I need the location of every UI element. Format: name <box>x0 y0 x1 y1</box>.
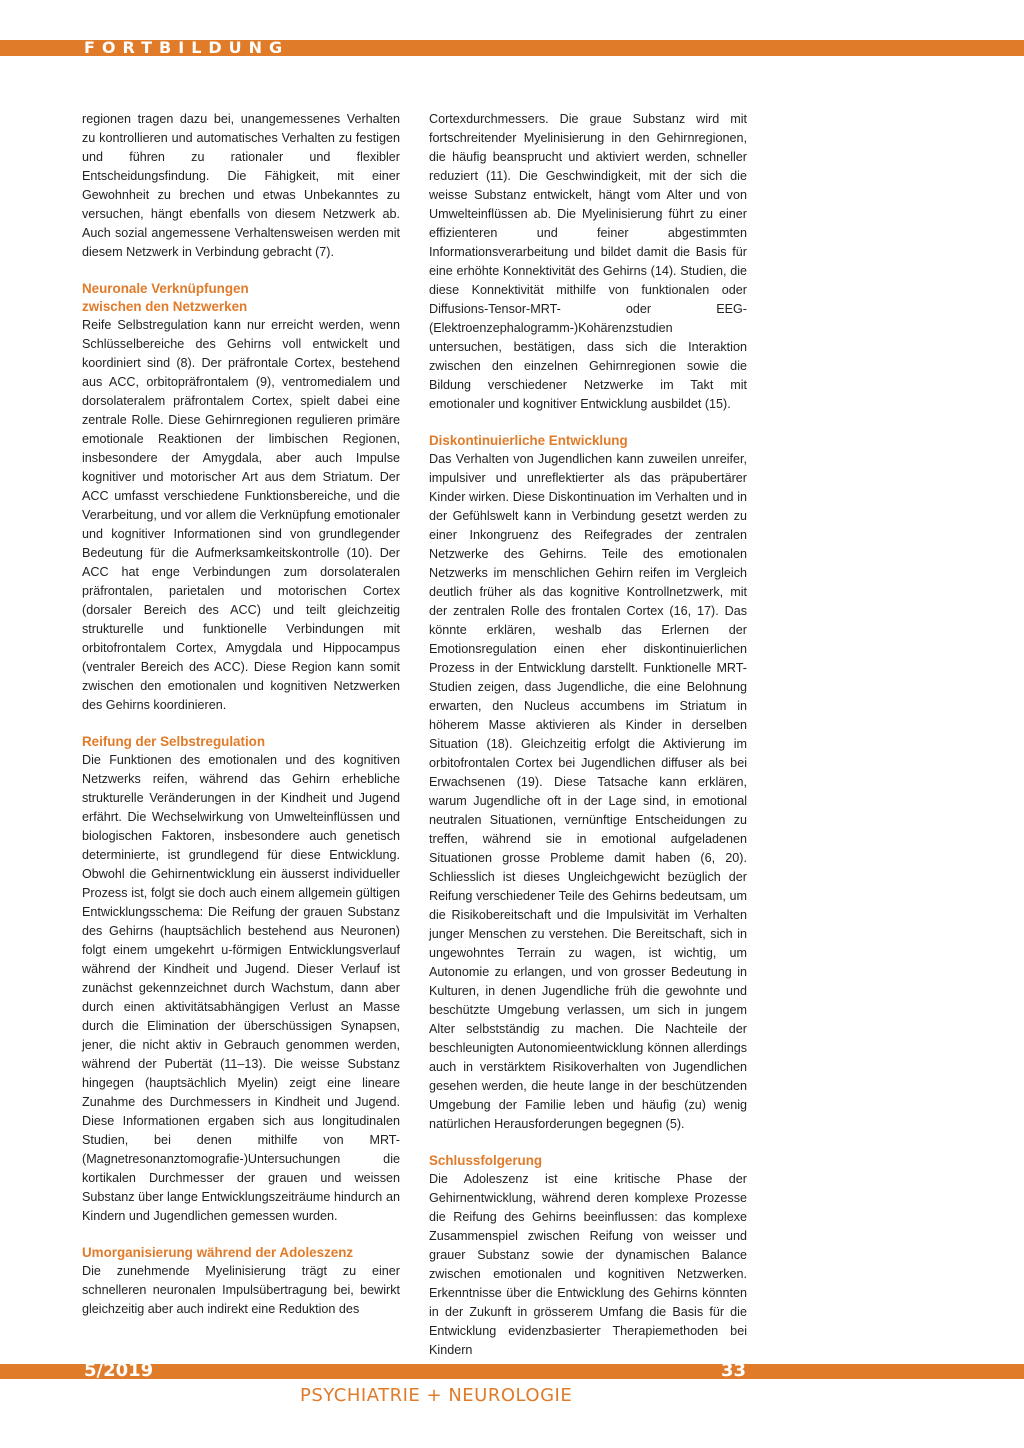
paragraph: Reife Selbstregulation kann nur erreicht werden, wenn Schlüsselbereiche des Gehirns voll entwickelt und koordiniert sind (8). Der präfrontale Cortex, bestehend aus ACC, orbitopräfrontalem (9), ventromedialem und dorsolateralem präfrontalem Cortex, spielt dabei eine zentrale Rolle. Diese Gehirnregionen regulieren primäre emotionale Reaktionen der limbischen Regionen, insbesondere der Amygdala, aber auch Impulse kognitiver und motorischer Art aus dem Striatum. Der ACC umfasst verschiedene Funktionsbereiche, und die Verarbeitung, und vor allem die Verknüpfung emotionaler und kognitiver Informationen sind von grundlegender Bedeutung für die Aufmerksamkeitskontrolle (10). Der ACC hat enge Verbindungen zum dorsolateralen präfrontalen, parietalen und motorischen Cortex (dorsaler Bereich des ACC) und teilt gleichzeitig strukturelle und funktionelle Verbindungen mit orbitofrontalem Cortex, Amygdala und Hippocampus (ventraler Bereich des ACC). Diese Region kann somit zwischen den emotionalen und kognitiven Netzwerken des Gehirns koordinieren. <box>82 318 400 712</box>
section-heading: Reifung der Selbstregulation <box>82 734 266 749</box>
paragraph: Die Funktionen des emotionalen und des kognitiven Netzwerks reifen, während das Gehirn erhebliche strukturelle Veränderungen in der Kindheit und Jugend erfährt. Die Wechselwirkung von Umwelteinflüssen und biologischen Faktoren, insbesondere auch genetisch determinierte, ist grundlegend für diese Entwicklung. Obwohl die Gehirnentwicklung ein äusserst individueller Prozess ist, folgt sie doch auch einem allgemein gültigen Entwicklungsschema: Die Reifung der grauen Substanz des Gehirns (hauptsächlich bestehend aus Neuronen) folgt einem umgekehrt u-förmigen Entwicklungsverlauf während der Kindheit und Jugend. Dieser Verlauf ist zunächst gekennzeichnet durch Wachstum, dann aber durch einen aktivitätsabhängigen Verlust an Masse durch die Elimination der überschüssigen Synapsen, jener, die nicht aktiv in Gebrauch genommen werden, während der Pubertät (11–13). Die weisse Substanz hingegen (hauptsächlich Myelin) zeigt eine lineare Zunahme des Durchmessers in Kindheit und Jugend. Diese Informationen ergaben sich aus longitudinalen Studien, bei denen mithilfe von MRT-(Magnetresonanztomografie-)Untersuchungen die kortikalen Durchmesser der grauen und weissen Substanz über lange Entwicklungszeiträume hindurch an Kindern und Jugendlichen gemessen wurden. <box>82 753 400 1223</box>
heading-line: Neuronale Verknüpfungen <box>82 281 249 296</box>
heading-line: zwischen den Netzwerken <box>82 299 248 314</box>
section-heading <box>82 280 400 316</box>
right-column <box>429 110 747 1360</box>
paragraph: Die zunehmende Myelinisierung trägt zu einer schnelleren neuronalen Impulsübertragung bei, bewirkt gleichzeitig aber auch indirekt eine Reduktion des <box>82 1264 400 1316</box>
journal-title: PSYCHIATRIE + NEUROLOGIE <box>300 1385 573 1406</box>
section-heading: Schlussfolgerung <box>429 1153 543 1168</box>
footer-bar <box>0 1364 1024 1379</box>
page-number: 33 <box>720 1360 746 1381</box>
paragraph: Cortexdurchmessers. Die graue Substanz wird mit fortschreitender Myelinisierung in den Gehirnregionen, die häufig beansprucht und aktiviert werden, schneller reduziert (11). Die Geschwindigkeit, mit der sich die weisse Substanz entwickelt, hängt vom Alter und von Umwelteinflüssen ab. Die Myelinisierung führt zu einer effizienteren und feiner abgestimmten Informationsverarbeitung und bildet damit die Basis für eine erhöhte Konnektivität des Gehirns (14). Studien, die diese Konnektivität mithilfe von funktionalen oder Diffusions-Tensor-MRT- oder EEG- (Elektroenzephalogramm-)Kohärenzstudien untersuchen, bestätigen, dass sich die Interaktion zwischen den einzelnen Gehirnregionen sowie die Bildung verschiedener Netzwerke im Takt mit emotionaler und kognitiver Entwicklung ausbildet (15). <box>429 112 747 411</box>
left-column <box>82 110 400 1319</box>
section-heading: Diskontinuierliche Entwicklung <box>429 433 628 448</box>
paragraph: Die Adoleszenz ist eine kritische Phase der Gehirnentwicklung, während deren komplexe Prozesse die Reifung des Gehirns beeinflussen: das komplexe Zusammenspiel zwischen Reifung von weisser und grauer Substanz sowie der dynamischen Balance zwischen emotionalen und kognitiven Netzwerken. Erkenntnisse über die Entwicklung des Gehirns könnten in der Zukunft in grösserem Umfang die Basis für die Entwicklung evidenzbasierter Therapiemethoden bei Kindern <box>429 1172 747 1357</box>
paragraph: regionen tragen dazu bei, unangemessenes Verhalten zu kontrollieren und automatisches Verhalten zu festigen und führen zu rationaler und flexibler Entscheidungsfindung. Die Fähigkeit, mit einer Gewohnheit zu brechen und etwas Unbekanntes zu versuchen, hängt ebenfalls von diesem Netzwerk ab. Auch sozial angemessene Verhaltensweisen werden mit diesem Netzwerk in Verbindung gebracht (7). <box>82 112 400 259</box>
issue-number: 5/2019 <box>84 1360 154 1381</box>
section-heading: Umorganisierung während der Adoleszenz <box>82 1245 354 1260</box>
section-label: FORTBILDUNG <box>84 38 290 57</box>
paragraph: Das Verhalten von Jugendlichen kann zuweilen unreifer, impulsiver und unreflektierter als das präpubertärer Kinder wirken. Diese Diskontinuation im Verhalten und in der Gefühlswelt kann in Verbindung gesetzt werden zu einer Inkongruenz des Reifegrades der zentralen Netzwerke des Gehirns. Teile des emotionalen Netzwerks im menschlichen Gehirn reifen im Vergleich deutlich früher als das kognitive Kontrollnetzwerk, mit der zentralen Rolle des frontalen Cortex (16, 17). Das könnte erklären, weshalb das Erlernen der Emotionsregulation einen eher diskontinuierlichen Prozess in der Entwicklung darstellt. Funktionelle MRT-Studien zeigen, dass Jugendliche, die eine Belohnung erwarten, den Nucleus accumbens im Striatum in höherem Masse aktivieren als Kinder in derselben Situation (18). Gleichzeitig erfolgt die Aktivierung im orbitofrontalen Cortex bei Jugendlichen diffuser als bei Erwachsenen (19). Diese Tatsache kann erklären, warum Jugendliche oft in der Lage sind, in emotional neutralen Situationen, vernünftige Entscheidungen zu treffen, während sie in emotional aufgeladenen Situationen grosse Probleme damit haben (6, 20). Schliesslich ist dieses Ungleichgewicht bezüglich der Reifung verschiedener Teile des Gehirns bedeutsam, um die Risikobereitschaft und die Impulsivität im Verhalten junger Menschen zu verstehen. Die Bereitschaft, sich in ungewohntes Terrain zu wagen, ist wichtig, um Autonomie zu erlangen, und von grosser Bedeutung in Kulturen, in denen Jugendliche früh die gewohnte und beschützte Umgebung verlassen, um sich in jungem Alter selbstständig zu machen. Die Nachteile der beschleunigten Autonomieentwicklung können allerdings auch in verstärktem Risikoverhalten von Jugendlichen gesehen werden, die heute lange in der beschützenden Umgebung der Familie leben und häufig (zu) wenig natürlichen Herausforderungen begegnen (5). <box>429 452 747 1131</box>
